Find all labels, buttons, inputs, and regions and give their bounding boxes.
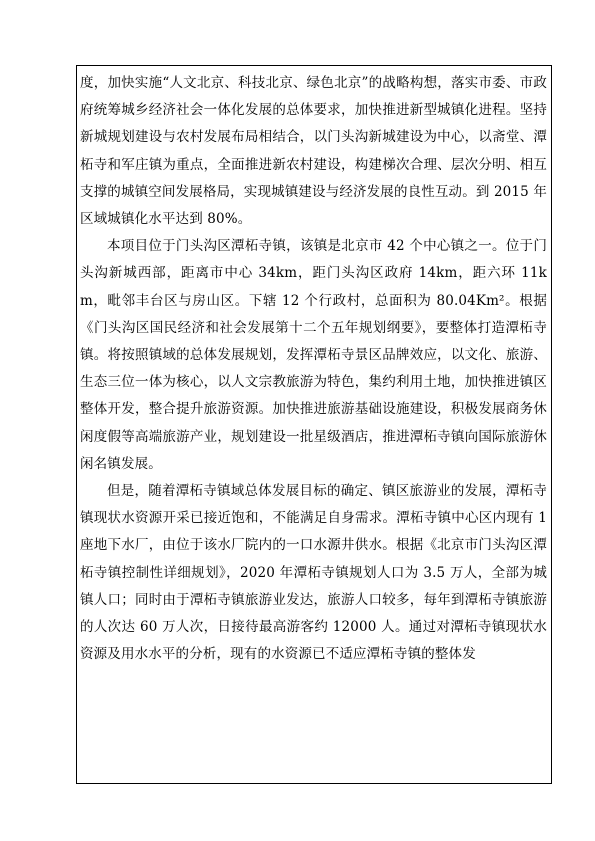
document-body xyxy=(80,70,547,668)
paragraph-water-resources: 但是，随着潭柘寺镇域总体发展目标的确定、镇区旅游业的发展，潭柘寺镇现状水资源开采已接近饱和，不能满足自身需求。潭柘寺镇中心区内现有 1 座地下水厂，由位于该水厂院内的一口水源井供水。根据《北京市门头沟区潭柘寺镇控制性详细规划》，2020 年潭柘寺镇规划人口为 3.5 万人，全部为城镇人口；同时由于潭柘寺镇旅游业发达，旅游人口较多，每年到潭柘寺镇旅游的人次达 60 万人次，日接待最高游客约 12000 人。通过对潭柘寺镇现状水资源及用水水平的分析，现有的水资源已不适应潭柘寺镇的整体发 xyxy=(80,483,547,663)
paragraph-project-location: 本项目位于门头沟区潭柘寺镇，该镇是北京市 42 个中心镇之一。位于门头沟新城西部，距离市中心 34km，距门头沟区政府 14km，距六环 11km，毗邻丰台区与房山区。下辖 12 个行政村，总面积为 80.04Km²。根据《门头沟区国民经济和社会发展第十二个五年规划纲要》，要整体打造潭柘寺镇。将按照镇域的总体发展规划，发挥潭柘寺景区品牌效应，以文化、旅游、生态三位一体为核心，以人文宗教旅游为特色，集约利用土地，加快推进镇区整体开发，整合提升旅游资源。加快推进旅游基础设施建设，积极发展商务休闲度假等高端旅游产业，规划建设一批星级酒店，推进潭柘寺镇向国际旅游休闲名镇发展。 xyxy=(80,238,547,472)
paragraph-strategy: 度，加快实施“人文北京、科技北京、绿色北京”的战略构想，落实市委、市政府统筹城乡经济社会一体化发展的总体要求，加快推进新型城镇化进程。坚持新城规划建设与农村发展布局相结合，以门头沟新城建设为中心，以斋堂、潭柘寺和军庄镇为重点，全面推进新农村建设，构建梯次合理、层次分明、相互支撑的城镇空间发展格局，实现城镇建设与经济发展的良性互动。到 2015 年区域城镇化水平达到 80%。 xyxy=(80,75,547,228)
